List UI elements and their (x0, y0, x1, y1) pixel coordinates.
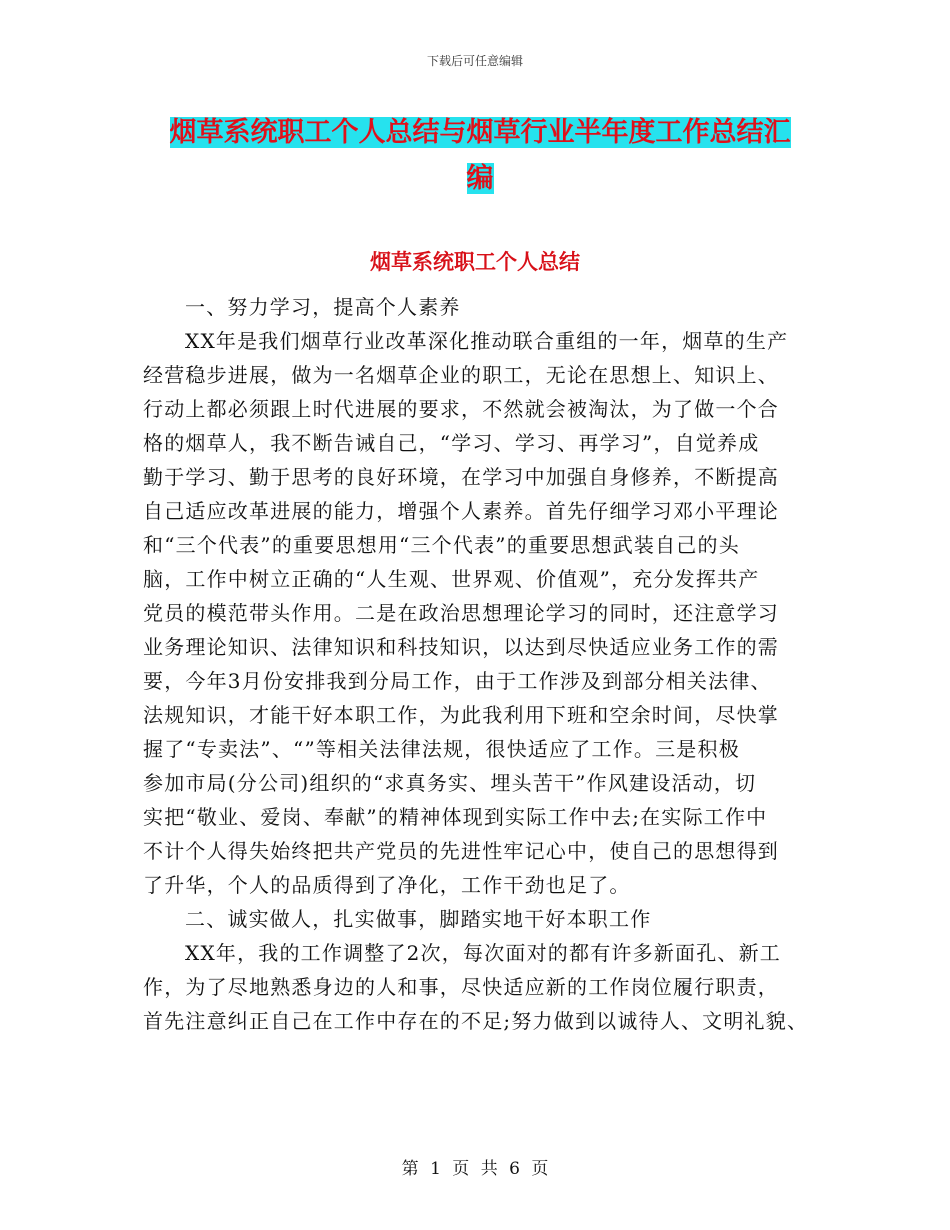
document-title-line-1: 烟草系统职工个人总结与烟草行业半年度工作总结汇 (169, 117, 791, 148)
text-line: 作，为了尽地熟悉身边的人和事，尽快适应新的工作岗位履行职责， (143, 975, 779, 999)
text-line: 格的烟草人，我不断告诫自己，“学习、学习、再学习”，自觉养成 (143, 431, 760, 455)
heading-2: 二、诚实做人，扎实做事，脚踏实地干好本职工作 (185, 907, 652, 931)
text-line: 行动上都必须跟上时代进展的要求，不然就会被淘汰，为了做一个合 (143, 397, 779, 421)
text-line: 和“三个代表”的重要思想用“三个代表”的重要思想武装自己的头 (143, 533, 740, 557)
text-line: 握了“专卖法”、“”等相关法律法规，很快适应了工作。三是积极 (143, 737, 740, 761)
text-line: 党员的模范带头作用。二是在政治思想理论学习的同时，还注意学习 (143, 601, 779, 625)
section-title: 烟草系统职工个人总结 (370, 250, 580, 274)
text-line: 脑，工作中树立正确的“人生观、世界观、价值观”，充分发挥共产 (143, 567, 760, 591)
document-title (150, 110, 810, 202)
header-note: 下载后可任意编辑 (426, 54, 523, 68)
body-text (143, 290, 823, 1038)
text-line: 法规知识，才能干好本职工作，为此我利用下班和空余时间，尽快掌 (143, 703, 779, 727)
text-line: 实把“敬业、爱岗、奉献”的精神体现到实际工作中去;在实际工作中 (143, 805, 768, 829)
page-footer: 第 1 页 共 6 页 (401, 1159, 549, 1179)
text-line: 业务理论知识、法律知识和科技知识，以达到尽快适应业务工作的需 (143, 635, 779, 659)
text-line: 了升华，个人的品质得到了净化，工作干劲也足了。 (143, 873, 631, 897)
text-line: XX年是我们烟草行业改革深化推动联合重组的一年，烟草的生产 (185, 329, 789, 353)
text-line: 参加市局(分公司)组织的“求真务实、埋头苦干”作风建设活动，切 (143, 771, 757, 795)
text-line: 勤于学习、勤于思考的良好环境，在学习中加强自身修养，不断提高 (143, 465, 779, 489)
text-line: XX年，我的工作调整了2次，每次面对的都有许多新面孔、新工 (185, 941, 782, 965)
text-line: 要，今年3月份安排我到分局工作，由于工作涉及到部分相关法律、 (143, 669, 772, 693)
text-line: 自己适应改革进展的能力，增强个人素养。首先仔细学习邓小平理论 (143, 499, 779, 523)
heading-1: 一、努力学习，提高个人素养 (185, 295, 461, 319)
text-line: 首先注意纠正自己在工作中存在的不足;努力做到以诚待人、文明礼貌、 (143, 1009, 809, 1033)
document-title-line-2: 编 (466, 163, 494, 194)
text-line: 经营稳步进展，做为一名烟草企业的职工，无论在思想上、知识上、 (143, 363, 779, 387)
text-line: 不计个人得失始终把共产党员的先进性牢记心中，使自己的思想得到 (143, 839, 779, 863)
